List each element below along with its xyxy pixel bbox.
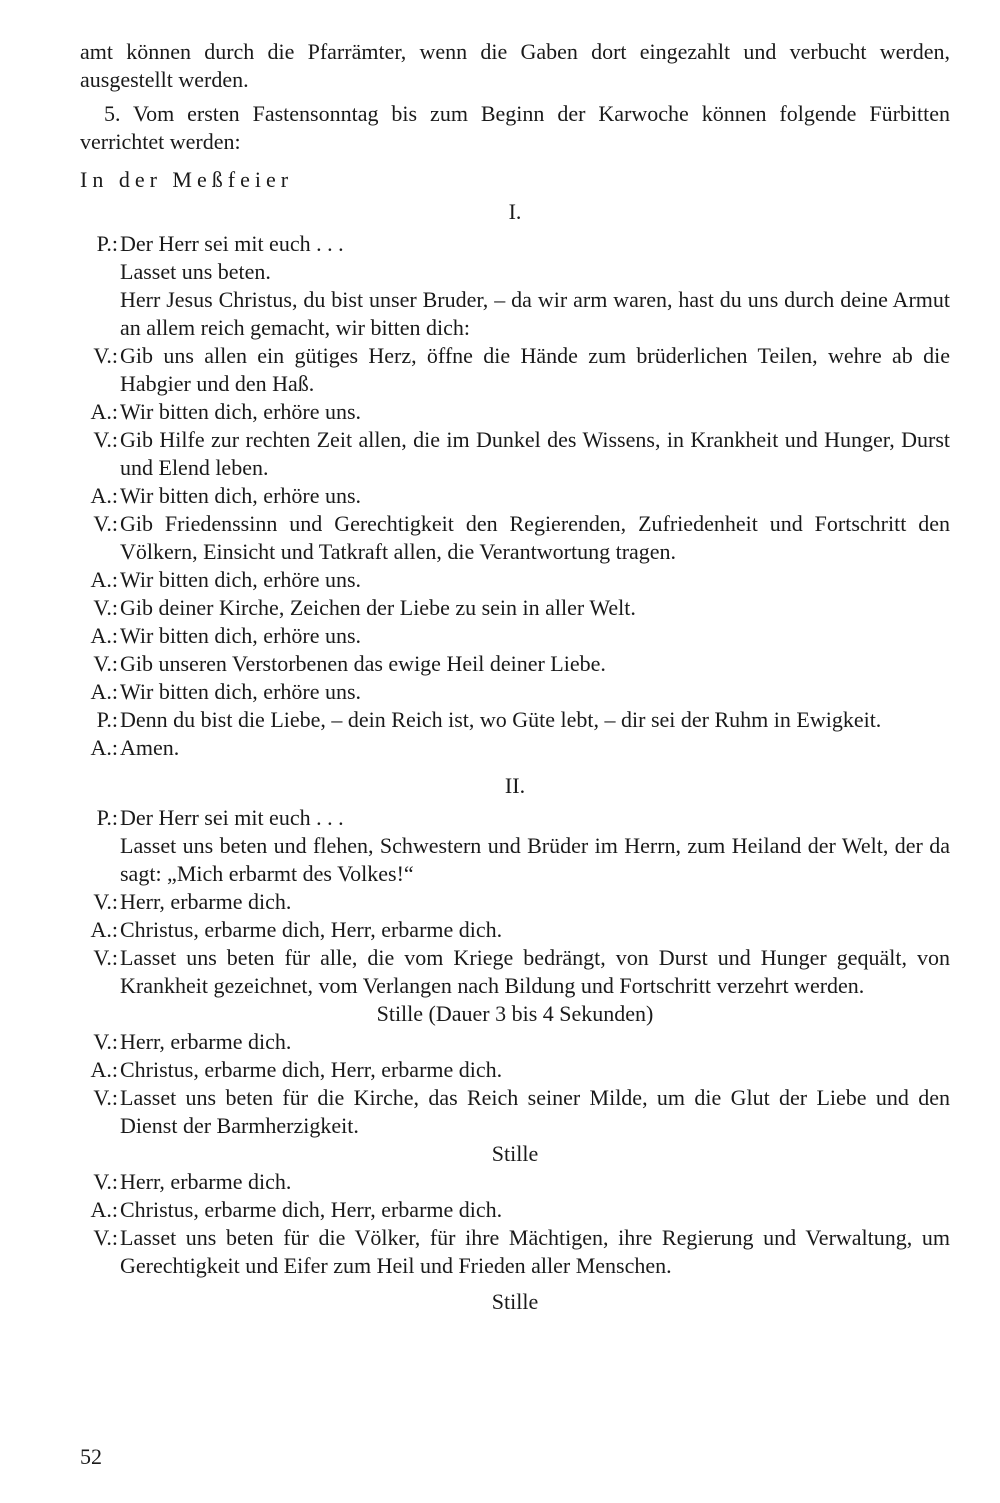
litany-line	[80, 566, 950, 594]
litany-line	[80, 650, 950, 678]
litany-line	[80, 944, 950, 1000]
litany-text: Herr, erbarme dich.	[120, 1029, 292, 1054]
litany-text: Christus, erbarme dich, Herr, erbarme dich.	[120, 1057, 503, 1082]
section-numeral-2: II.	[504, 773, 526, 798]
litany-text: Herr, erbarme dich.	[120, 889, 292, 914]
speaker-label: A.:	[90, 567, 118, 592]
litany-line	[80, 706, 950, 734]
speaker-label: A.:	[90, 399, 118, 424]
litany-text: Christus, erbarme dich, Herr, erbarme dich.	[120, 917, 503, 942]
litany-text: Der Herr sei mit euch . . .	[120, 231, 344, 256]
litany-text: Lasset uns beten für die Völker, für ihre Mächtigen, ihre Regierung und Verwaltung, um Gerechtigkeit und Eifer zum Heil und Frieden aller Menschen.	[120, 1225, 950, 1278]
page-number: 52	[80, 1444, 102, 1469]
speaker-label: V.:	[93, 1169, 118, 1194]
litany-line	[80, 678, 950, 706]
speaker-label: A.:	[90, 1057, 118, 1082]
litany-text: Amen.	[120, 735, 180, 760]
speaker-label: A.:	[90, 735, 118, 760]
litany-text: Gib Friedenssinn und Gerechtigkeit den Regierenden, Zufriedenheit und Fortschritt den Völkern, Einsicht und Tatkraft allen, die Verantwortung tragen.	[120, 511, 950, 564]
speaker-label: V.:	[93, 511, 118, 536]
speaker-label: P.:	[96, 805, 118, 830]
litany-line	[80, 594, 950, 622]
litany-text: Wir bitten dich, erhöre uns.	[120, 623, 362, 648]
intro-paragraph-continued: amt können durch die Pfarrämter, wenn die Gaben dort eingezahlt und verbucht werden, ausgestellt werden.	[80, 39, 950, 92]
litany-line	[80, 482, 950, 510]
litany-line	[80, 622, 950, 650]
litany-text: Gib Hilfe zur rechten Zeit allen, die im Dunkel des Wissens, in Krankheit und Hunger, Durst und Elend leben.	[120, 427, 950, 480]
speaker-label: A.:	[90, 483, 118, 508]
litany-text: Gib deiner Kirche, Zeichen der Liebe zu sein in aller Welt.	[120, 595, 636, 620]
speaker-label: A.:	[90, 623, 118, 648]
litany-line	[80, 342, 950, 398]
silence-instruction-1: Stille (Dauer 3 bis 4 Sekunden)	[376, 1001, 654, 1026]
litany-text: Herr, erbarme dich.	[120, 1169, 292, 1194]
section-1-litany	[80, 230, 950, 762]
speaker-label: P.:	[96, 707, 118, 732]
speaker-label: V.:	[93, 1085, 118, 1110]
litany-line	[80, 1056, 950, 1084]
speaker-label: V.:	[93, 343, 118, 368]
speaker-label: V.:	[93, 945, 118, 970]
section-2-litany-part-b	[80, 1028, 950, 1140]
litany-line	[80, 1028, 950, 1056]
litany-line	[80, 1224, 950, 1280]
litany-line	[80, 1168, 950, 1196]
section-numeral-1: I.	[508, 199, 522, 224]
litany-text: Gib unseren Verstorbenen das ewige Heil deiner Liebe.	[120, 651, 606, 676]
speaker-label: P.:	[96, 231, 118, 256]
speaker-label: V.:	[93, 595, 118, 620]
litany-text: Gib uns allen ein gütiges Herz, öffne die Hände zum brüderlichen Teilen, wehre ab die Habgier und den Haß.	[120, 343, 950, 396]
litany-text: Wir bitten dich, erhöre uns.	[120, 399, 362, 424]
litany-line	[80, 398, 950, 426]
intro-paragraph-5: 5. Vom ersten Fastensonntag bis zum Beginn der Karwoche können folgende Fürbitten verrichtet werden:	[80, 101, 950, 154]
litany-line	[80, 230, 950, 258]
litany-text: Lasset uns beten und flehen, Schwestern und Brüder im Herrn, zum Heiland der Welt, der da sagt: „Mich erbarmt des Volkes!“	[120, 833, 950, 886]
litany-line	[80, 916, 950, 944]
litany-text: Herr Jesus Christus, du bist unser Bruder, – da wir arm waren, hast du uns durch deine Armut an allem reich gemacht, wir bitten dich:	[120, 287, 950, 340]
litany-text: Lasset uns beten für alle, die vom Kriege bedrängt, von Durst und Hunger gequält, von Krankheit gezeichnet, vom Verlangen nach Bildung und Fortschritt verzehrt werden.	[120, 945, 950, 998]
section-heading: In der Meßfeier	[80, 167, 294, 192]
litany-line	[80, 258, 950, 286]
litany-line	[80, 832, 950, 888]
speaker-label: V.:	[93, 889, 118, 914]
litany-line	[80, 1084, 950, 1140]
litany-line	[80, 888, 950, 916]
silence-instruction-2: Stille	[491, 1141, 539, 1166]
speaker-label: V.:	[93, 651, 118, 676]
speaker-label: A.:	[90, 1197, 118, 1222]
litany-text: Denn du bist die Liebe, – dein Reich ist, wo Güte lebt, – dir sei der Ruhm in Ewigkeit.	[120, 707, 882, 732]
silence-instruction-3: Stille	[491, 1289, 539, 1314]
litany-text: Lasset uns beten für die Kirche, das Reich seiner Milde, um die Glut der Liebe und den Dienst der Barmherzigkeit.	[120, 1085, 950, 1138]
litany-line	[80, 804, 950, 832]
litany-line	[80, 510, 950, 566]
speaker-label: V.:	[93, 1225, 118, 1250]
speaker-label: V.:	[93, 1029, 118, 1054]
litany-line	[80, 426, 950, 482]
litany-text: Wir bitten dich, erhöre uns.	[120, 679, 362, 704]
litany-line	[80, 734, 950, 762]
litany-text: Christus, erbarme dich, Herr, erbarme dich.	[120, 1197, 503, 1222]
litany-line	[80, 286, 950, 342]
litany-text: Der Herr sei mit euch . . .	[120, 805, 344, 830]
speaker-label: V.:	[93, 427, 118, 452]
section-2-litany-part-c	[80, 1168, 950, 1280]
section-2-litany-part-a	[80, 804, 950, 1000]
speaker-label: A.:	[90, 917, 118, 942]
litany-line	[80, 1196, 950, 1224]
litany-text: Lasset uns beten.	[120, 259, 271, 284]
litany-text: Wir bitten dich, erhöre uns.	[120, 483, 362, 508]
speaker-label: A.:	[90, 679, 118, 704]
litany-text: Wir bitten dich, erhöre uns.	[120, 567, 362, 592]
